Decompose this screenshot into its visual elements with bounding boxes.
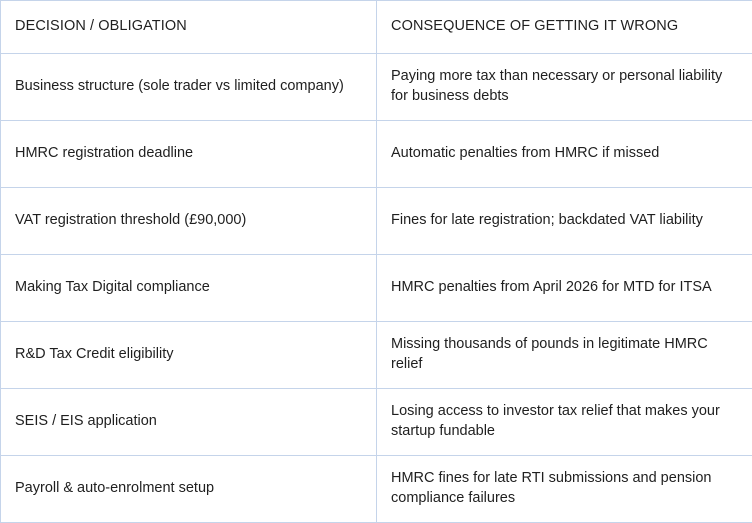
cell-consequence: Missing thousands of pounds in legitimate HMRC relief [377, 322, 752, 389]
table-row [1, 54, 752, 121]
cell-decision: Making Tax Digital compliance [1, 255, 377, 322]
cell-consequence: Fines for late registration; backdated VAT liability [377, 188, 752, 255]
column-header-decision: DECISION / OBLIGATION [1, 1, 377, 54]
cell-decision: Payroll & auto-enrolment setup [1, 456, 377, 523]
cell-consequence: HMRC penalties from April 2026 for MTD for ITSA [377, 255, 752, 322]
table-row [1, 121, 752, 188]
table-row [1, 389, 752, 456]
table-body [1, 54, 752, 523]
table-header-row [1, 1, 752, 54]
cell-decision: SEIS / EIS application [1, 389, 377, 456]
table-row [1, 322, 752, 389]
cell-consequence: Paying more tax than necessary or personal liability for business debts [377, 54, 752, 121]
column-header-consequence: CONSEQUENCE OF GETTING IT WRONG [377, 1, 752, 54]
table-row [1, 255, 752, 322]
cell-consequence: Automatic penalties from HMRC if missed [377, 121, 752, 188]
cell-consequence: Losing access to investor tax relief that makes your startup fundable [377, 389, 752, 456]
cell-decision: R&D Tax Credit eligibility [1, 322, 377, 389]
cell-decision: VAT registration threshold (£90,000) [1, 188, 377, 255]
table-row [1, 456, 752, 523]
table-header [1, 1, 752, 54]
cell-decision: Business structure (sole trader vs limited company) [1, 54, 377, 121]
cell-decision: HMRC registration deadline [1, 121, 377, 188]
table-row [1, 188, 752, 255]
cell-consequence: HMRC fines for late RTI submissions and pension compliance failures [377, 456, 752, 523]
